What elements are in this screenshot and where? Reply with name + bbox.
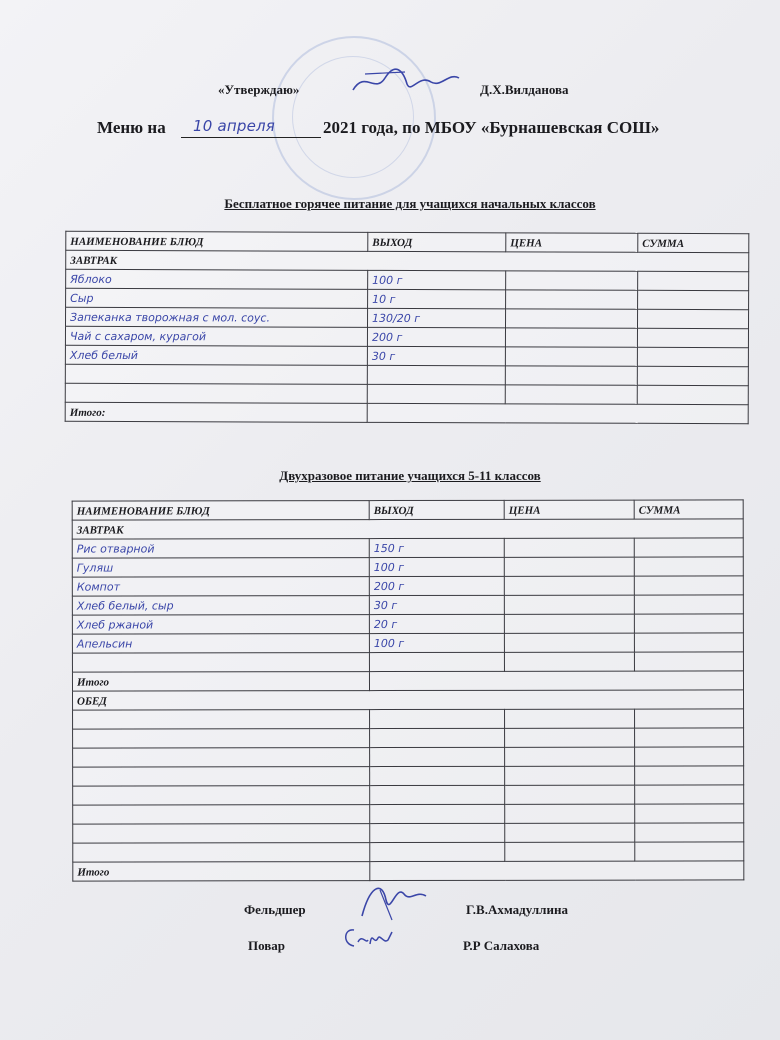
table-row: Сыр 10 г: [66, 288, 749, 309]
table-row: [73, 709, 744, 729]
meal-label: ЗАВТРАК: [72, 519, 743, 539]
col-output: ВЫХОД: [369, 500, 504, 519]
table-row: Рис отварной 150 г: [72, 538, 743, 558]
feldsher-signature: [352, 876, 432, 926]
table-row: Хлеб белый, сыр 30 г: [72, 595, 743, 615]
primary-menu-table: [65, 231, 750, 424]
col-sum: СУММА: [634, 500, 743, 519]
table-row: Хлеб белый 30 г: [65, 345, 748, 366]
menu-suffix: 2021 года, по МБОУ «Бурнашевская СОШ»: [323, 118, 660, 137]
total-label: Итого: [72, 672, 369, 692]
section2-title: Двухразовое питание учащихся 5-11 классов: [279, 468, 541, 483]
table-row: [73, 747, 744, 767]
col-price: ЦЕНА: [506, 233, 638, 252]
cook-name: Р.Р Салахова: [463, 938, 540, 953]
col-dish: НАИМЕНОВАНИЕ БЛЮД: [66, 231, 368, 251]
table-row: [73, 766, 744, 786]
total-row: [72, 671, 743, 691]
table-row: [73, 842, 744, 862]
table-row: [72, 652, 743, 672]
section1-title: Бесплатное горячее питание для учащихся начальных классов: [224, 196, 596, 211]
table-row: Яблоко 100 г: [66, 269, 749, 290]
approve-label: «Утверждаю»: [218, 82, 300, 97]
feldsher-name: Г.В.Ахмадуллина: [466, 902, 568, 917]
col-dish: НАИМЕНОВАНИЕ БЛЮД: [72, 501, 369, 521]
table-row: Апельсин 100 г: [72, 633, 743, 653]
table-row: Запеканка творожная с мол. соус. 130/20 г: [66, 307, 749, 328]
col-price: ЦЕНА: [504, 500, 634, 519]
director-name: Д.Х.Вилданова: [480, 82, 569, 97]
table-row: Гуляш 100 г: [72, 557, 743, 577]
table-row: Компот 200 г: [72, 576, 743, 596]
table-row: [73, 785, 744, 805]
lunch-label: ОБЕД: [73, 690, 744, 710]
col-output: ВЫХОД: [368, 232, 506, 251]
table-header-row: [72, 500, 743, 520]
lunch-total-label: Итого: [73, 862, 370, 882]
menu-date: 10 апреля: [193, 117, 276, 135]
table-row: [73, 728, 744, 748]
total-label: Итого:: [65, 402, 367, 422]
table-row: Чай с сахаром, курагой 200 г: [65, 326, 748, 347]
senior-menu-table: [72, 499, 745, 881]
feldsher-label: Фельдшер: [244, 902, 306, 917]
table-row: [65, 364, 748, 385]
table-row: Хлеб ржаной 20 г: [72, 614, 743, 634]
table-row: [73, 823, 744, 843]
cook-signature: [338, 920, 398, 956]
director-signature: [345, 64, 465, 98]
col-sum: СУММА: [638, 233, 749, 252]
meal-label: ЗАВТРАК: [66, 250, 749, 271]
table-header-row: [66, 231, 749, 252]
menu-prefix: Меню на: [97, 118, 166, 137]
table-row: [73, 804, 744, 824]
table-row: [65, 383, 748, 404]
total-row: [65, 402, 748, 423]
cook-label: Повар: [248, 938, 286, 953]
